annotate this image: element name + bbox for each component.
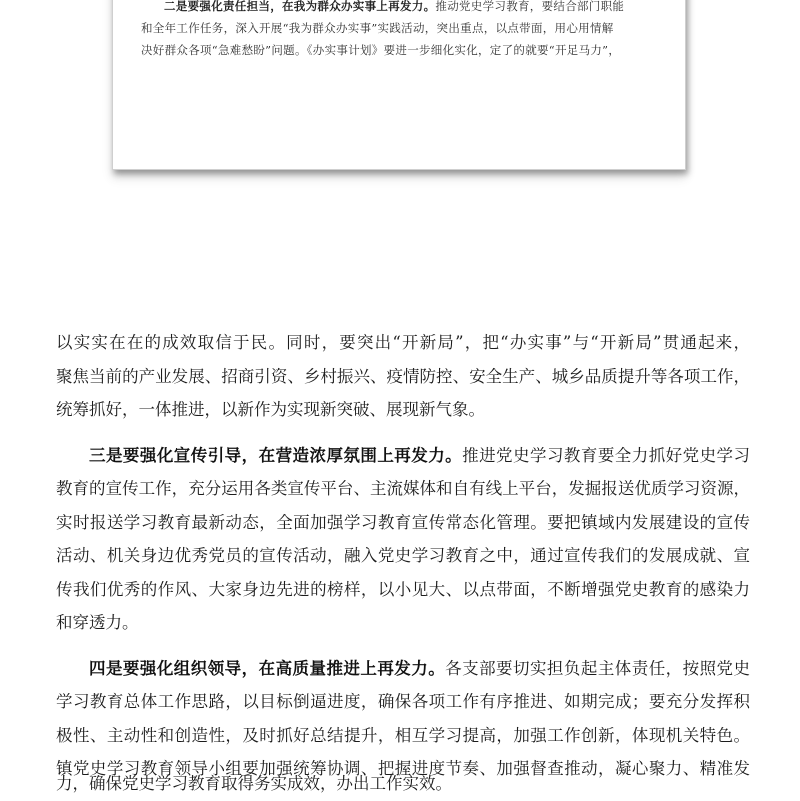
- document-body: [56, 326, 750, 798]
- paragraph-1-line-3: 统筹抓好，一体推进，以新作为实现新突破、展现新气象。: [56, 400, 485, 419]
- preview-heading-bold: 二是要强化责任担当，在我为群众办实事上再发力。: [164, 0, 436, 13]
- paragraph-2-line-6: 和穿透力。: [56, 613, 139, 632]
- paragraph-2-line-5: 传我们优秀的作风、大家身边先进的榜样，以小见大、以点带面，不断增强党史教育的感染力: [56, 579, 750, 599]
- paragraph-3-line-5: 力，确保党史学习教育取得务实成效，办出工作实效。: [56, 774, 452, 793]
- paragraph-2: [56, 439, 750, 640]
- paragraph-3-line-2: 学习教育总体工作思路，以目标倒逼进度，确保各项工作有序推进、如期完成；要充分发挥积: [56, 692, 750, 711]
- paragraph-3-line-3: 极性、主动性和创造性，及时抓好总结提升，相互学习提高，加强工作创新，体现机关特色。: [56, 725, 750, 745]
- preview-line-1: [141, 0, 665, 17]
- preview-line-2: 和全年工作任务，深入开展“我为群众办实事”实践活动，突出重点，以点带面，用心用情解: [141, 21, 614, 35]
- paragraph-3-line-1: [56, 652, 750, 686]
- paragraph-1: [56, 326, 750, 427]
- preview-line-3: 决好群众各项“急难愁盼”问题。《办实事计划》要进一步细化实化，定了的就要“开足马力”，: [141, 43, 621, 57]
- paragraph-2-line-3: 实时报送学习教育最新动态，全面加强学习教育宣传常态化管理。要把镇域内发展建设的宣传: [56, 512, 750, 532]
- paragraph-3-line-4: 镇党史学习教育领导小组要加强统筹协调、把握进度节奏、加强督查推动，凝心聚力、精准发: [56, 759, 750, 778]
- paragraph-2-line-4: 活动、机关身边优秀党员的宣传活动，融入党史学习教育之中，通过宣传我们的发展成就、宣: [56, 546, 750, 565]
- paragraph-2-line-2: 教育的宣传工作，充分运用各类宣传平台、主流媒体和自有线上平台，发掘报送优质学习资源，: [56, 479, 750, 498]
- paragraph-3-heading: 四是要强化组织领导，在高质量推进上再发力。: [89, 658, 446, 678]
- paragraph-1-line-2: 聚焦当前的产业发展、招商引资、乡村振兴、疫情防控、安全生产、城乡品质提升等各项工作，: [56, 366, 750, 386]
- paragraph-2-line-1: [56, 439, 750, 473]
- paragraph-2-heading: 三是要强化宣传引导，在营造浓厚氛围上再发力。: [89, 445, 463, 465]
- previous-page-text: [141, 0, 665, 61]
- paragraph-3-line-1-rest: 各支部要切实担负起主体责任，按照党史: [445, 658, 751, 678]
- previous-page-preview: [112, 0, 686, 170]
- preview-line-1-rest: 推动党史学习教育，要结合部门职能: [435, 0, 625, 13]
- paragraph-1-line-1: 以实实在在的成效取信于民。同时，要突出“开新局”，把“办实事”与“开新局”贯通起来，: [56, 333, 750, 352]
- clipped-last-line: [56, 774, 750, 800]
- paragraph-3: [56, 652, 750, 786]
- paragraph-2-line-1-rest: 推进党史学习教育要全力抓好党史学习: [462, 445, 751, 465]
